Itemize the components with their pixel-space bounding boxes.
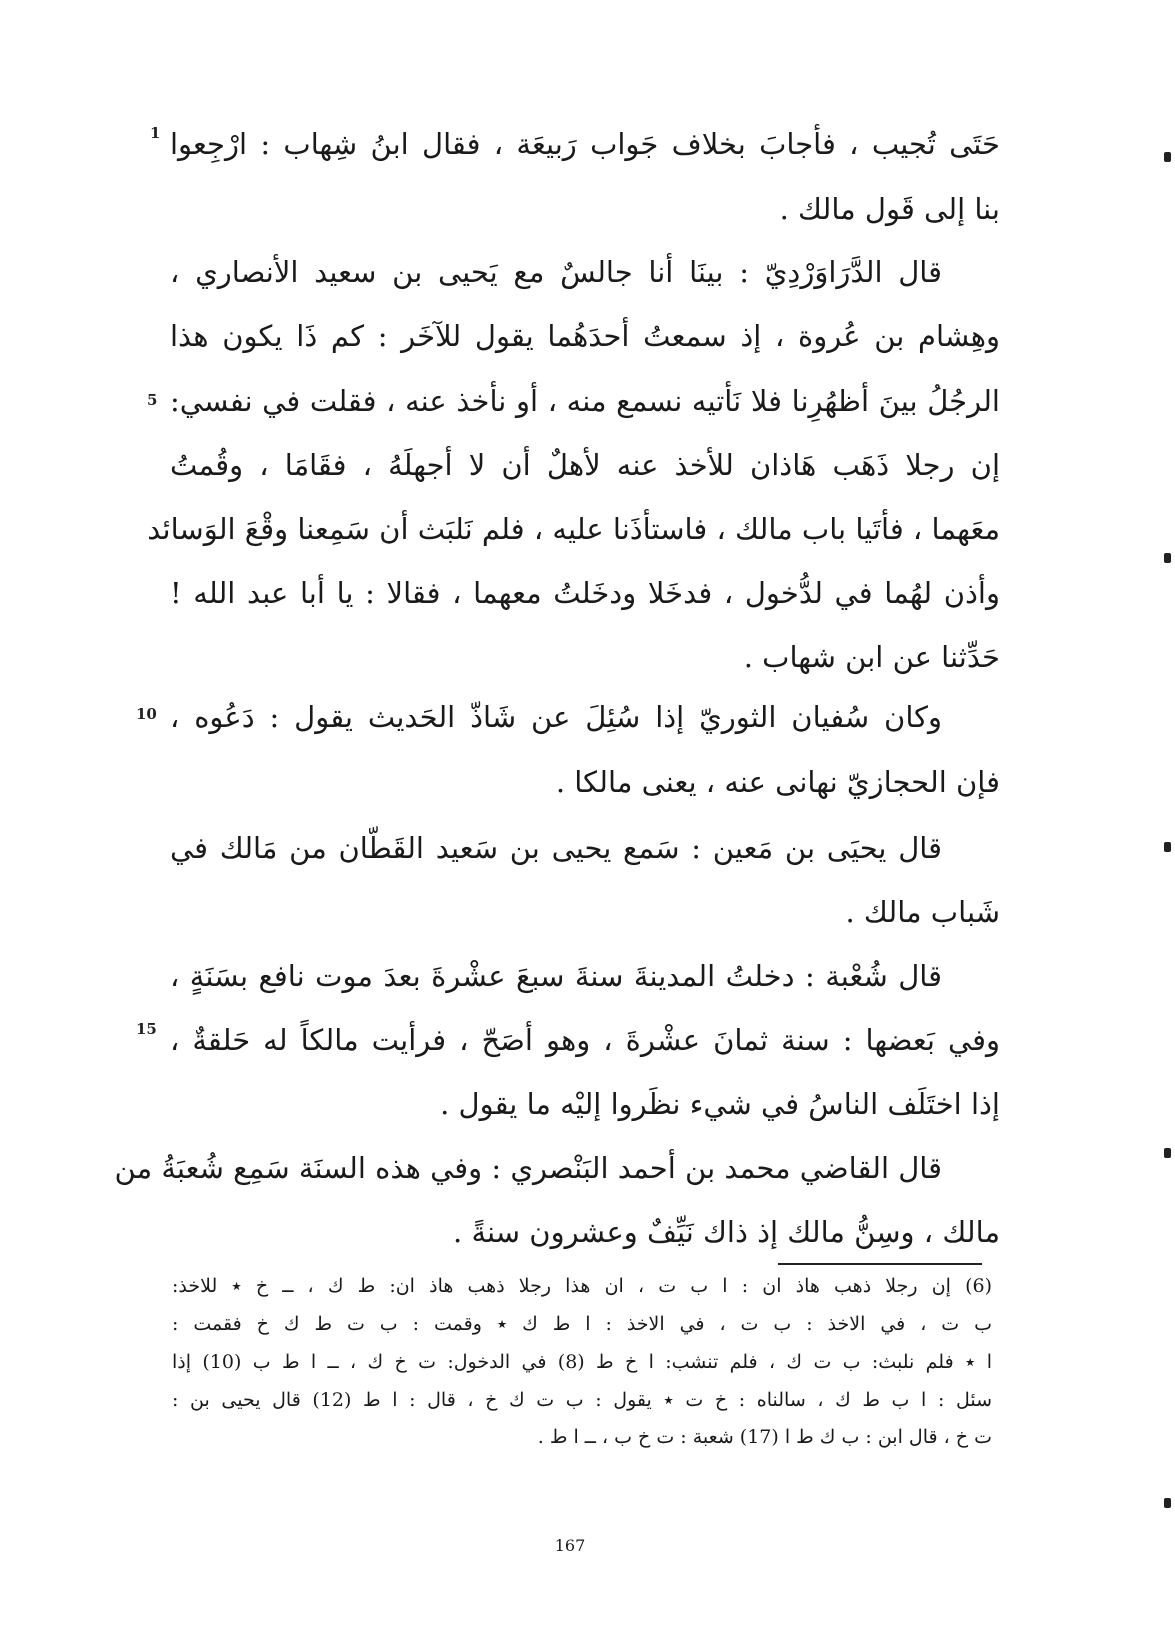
- footnote-separator: [778, 1263, 982, 1265]
- edge-mark-4: [1164, 1148, 1171, 1158]
- body-line: قال يحيَى بن مَعين : سَمع يحيى بن سَعيد القَطّان من مَالك في: [170, 831, 942, 865]
- footnote-line: (6) إن رجلا ذهب هاذ ان : ا ب ت ، ان هذا رجلا ذهب هاذ ان: ط ك ، ــ خ ٭ للاخذ:: [172, 1275, 992, 1297]
- body-line: إن رجلا ذَهَب هَاذان للأخذ عنه لأهلٌ أن لا أجهلَهُ ، فقَامَا ، وقُمتُ: [170, 448, 1000, 482]
- footnote-line: ب ت ، في الاخذ : ب ت ، في الاخذ : ا ط ك ٭ وقمت : ب ت ط ك خ فقمت :: [172, 1313, 992, 1335]
- body-line: وكان سُفيان الثوريّ إذا سُئِلَ عن شَاذّ الحَديث يقول : دَعُوه ،: [170, 700, 942, 734]
- body-line: حَتَى تُجيب ، فأجابَ بخلاف جَواب رَبيعَة ، فقال ابنُ شِهاب : ارْجِعوا: [170, 127, 1000, 161]
- body-line: إذا اختَلَف الناسُ في شيء نظَروا إليْه ما يقول .: [440, 1087, 1000, 1121]
- body-line: وفي بَعضها : سنة ثمانَ عشْرةَ ، وهو أصَحّ ، فرأيت مالكاً له حَلقةٌ ،: [170, 1023, 1000, 1057]
- line-number-10: 10: [136, 705, 157, 723]
- body-line: حَدِّثنا عن ابن شهاب .: [743, 640, 1000, 674]
- page-number: 167: [554, 1536, 586, 1555]
- body-line: قال الدَّرَاوَرْدِيّ : بينَا أنا جالسٌ مع يَحيى بن سعيد الأنصاري ،: [170, 255, 942, 289]
- body-line: وهِشام بن عُروة ، إذ سمعتُ أحدَهُما يقول للآخَر : كم ذَا يكون هذا: [170, 319, 1000, 353]
- footnote-line: سئل : ا ب ط ك ، سالناه : خ ت ٭ يقول : ب ت ك خ ، قال : ا ط (12) قال يحيى بن :: [172, 1389, 992, 1411]
- body-line: شَباب مالك .: [845, 895, 1000, 929]
- line-number-15: 15: [136, 1020, 157, 1038]
- edge-mark-1: [1164, 152, 1171, 162]
- body-line: قال شُعْبة : دخلتُ المدينةَ سنةَ سبعَ عشْرةَ بعدَ موت نافع بسَنَةٍ ،: [170, 959, 942, 993]
- body-line: فإن الحجازيّ نهانى عنه ، يعنى مالكا .: [555, 765, 1000, 799]
- body-line: بنا إلى قَول مالك .: [779, 192, 1000, 226]
- line-number-1: 1: [150, 124, 161, 142]
- line-number-5: 5: [147, 391, 158, 409]
- edge-mark-3: [1164, 842, 1171, 852]
- body-line: الرجُلُ بينَ أظهُرِنا فلا نَأتيه نسمع منه ، أو نأخذ عنه ، فقلت في نفسي:: [170, 384, 1000, 418]
- footnote-line: ا ٭ فلم نلبث: ب ت ك ، فلم تنشب: ا خ ط (8) في الدخول: ت خ ك ، ــ ا ط ب (10) إذا: [172, 1351, 992, 1373]
- body-line: وأذن لهُما في لدُّخول ، فدخَلا ودخَلتُ معهما ، فقالا : يا أبا عبد الله !: [170, 576, 1000, 610]
- body-line: مالك ، وسِنُّ مالك إذ ذاك نَيِّفٌ وعشرون سنةً .: [453, 1215, 1000, 1249]
- body-line: معَهما ، فأتَيا باب مالك ، فاستأذَنا عليه ، فلم نَلبَث أن سَمِعنا وقْعَ الوَسائد: [147, 512, 1000, 546]
- body-line: قال القاضي محمد بن أحمد البَنْصري : وفي هذه السنَة سَمِع شُعبَةُ من: [114, 1151, 942, 1185]
- footnote-line: ت خ ، قال ابن : ب ك ط ا (17) شعبة : ت خ ب ، ــ ا ط .: [537, 1426, 992, 1448]
- edge-mark-2: [1164, 553, 1171, 563]
- edge-mark-5: [1164, 1498, 1171, 1508]
